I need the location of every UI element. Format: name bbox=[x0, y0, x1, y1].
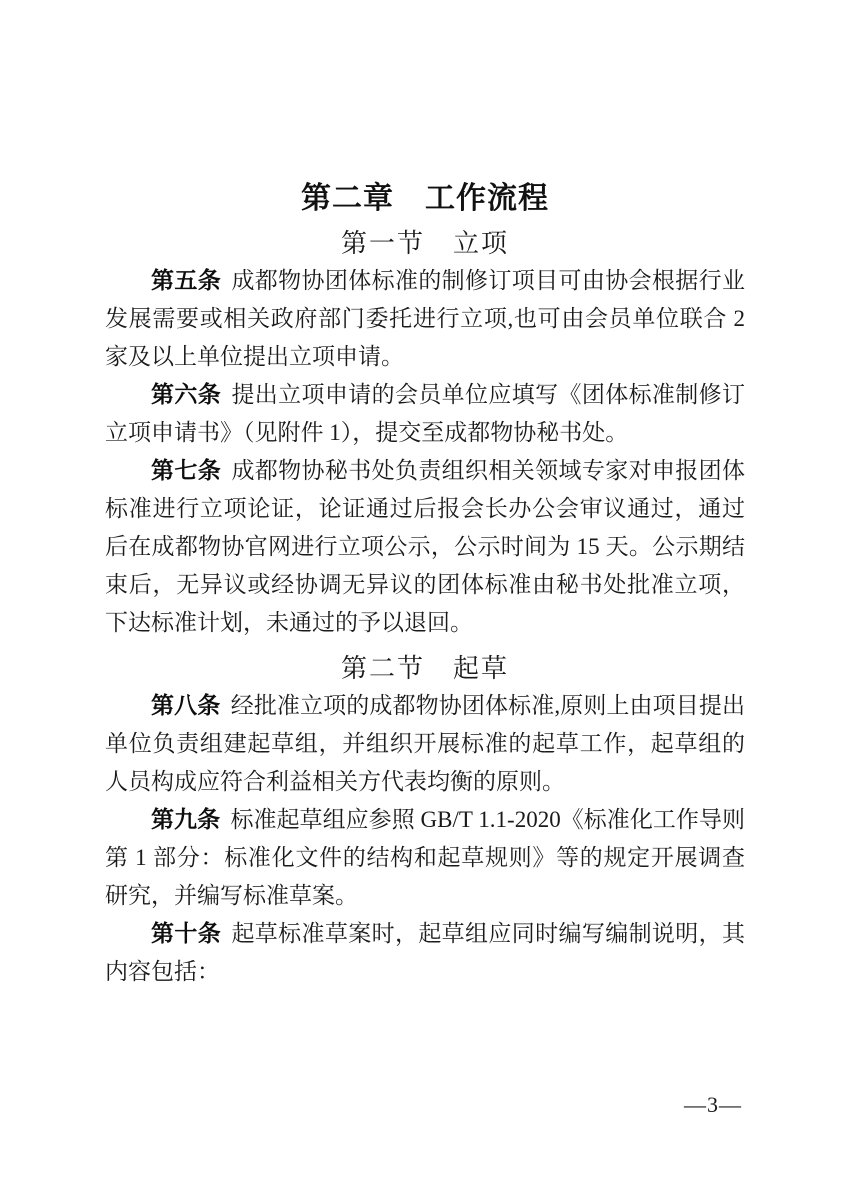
section-heading-2: 第二节 起草 bbox=[340, 654, 509, 683]
article-7-text: 成都物协秘书处负责组织相关领域专家对申报团体标准进行立项论证，论证通过后报会长办公会审议通过，通过后在成都物协官网进行立项公示，公示时间为 15 天。公示期结束后，无异议或经协调无异议的团体标准由秘书处批准立项，下达标准计划，未通过的予以退回。 bbox=[105, 458, 746, 635]
article-6-paragraph bbox=[105, 376, 745, 452]
article-7-label: 第七条 bbox=[151, 458, 222, 483]
chapter-title: 第二章 工作流程 bbox=[301, 182, 549, 215]
article-10-label: 第十条 bbox=[151, 921, 222, 946]
article-9-label: 第九条 bbox=[151, 807, 221, 832]
article-7-paragraph bbox=[105, 452, 745, 642]
article-6-text: 提出立项申请的会员单位应填写《团体标准制修订立项申请书》（见附件 1），提交至成都物协秘书处。 bbox=[105, 382, 746, 445]
article-5-label: 第五条 bbox=[151, 268, 222, 293]
page-number: —3— bbox=[684, 1092, 742, 1117]
article-8-text: 经批准立项的成都物协团体标准,原则上由项目提出单位负责组建起草组，并组织开展标准的起草工作，起草组的人员构成应符合利益相关方代表均衡的原则。 bbox=[105, 693, 746, 794]
article-8-label: 第八条 bbox=[151, 693, 221, 718]
article-6-label: 第六条 bbox=[151, 382, 222, 407]
article-5-paragraph bbox=[105, 262, 745, 376]
article-10-text: 起草标准草案时，起草组应同时编写编制说明，其内容包括： bbox=[105, 921, 746, 984]
article-5-text: 成都物协团体标准的制修订项目可由协会根据行业发展需要或相关政府部门委托进行立项,也可由会员单位联合 2 家及以上单位提出立项申请。 bbox=[105, 268, 746, 369]
article-10-paragraph bbox=[105, 915, 745, 991]
article-8-paragraph bbox=[105, 687, 745, 801]
article-9-text: 标准起草组应参照 GB/T 1.1-2020《标准化工作导则 第 1 部分：标准化文件的结构和起草规则》等的规定开展调查研究，并编写标准草案。 bbox=[105, 807, 745, 908]
article-9-paragraph bbox=[105, 801, 745, 915]
section-heading-1: 第一节 立项 bbox=[340, 229, 509, 258]
